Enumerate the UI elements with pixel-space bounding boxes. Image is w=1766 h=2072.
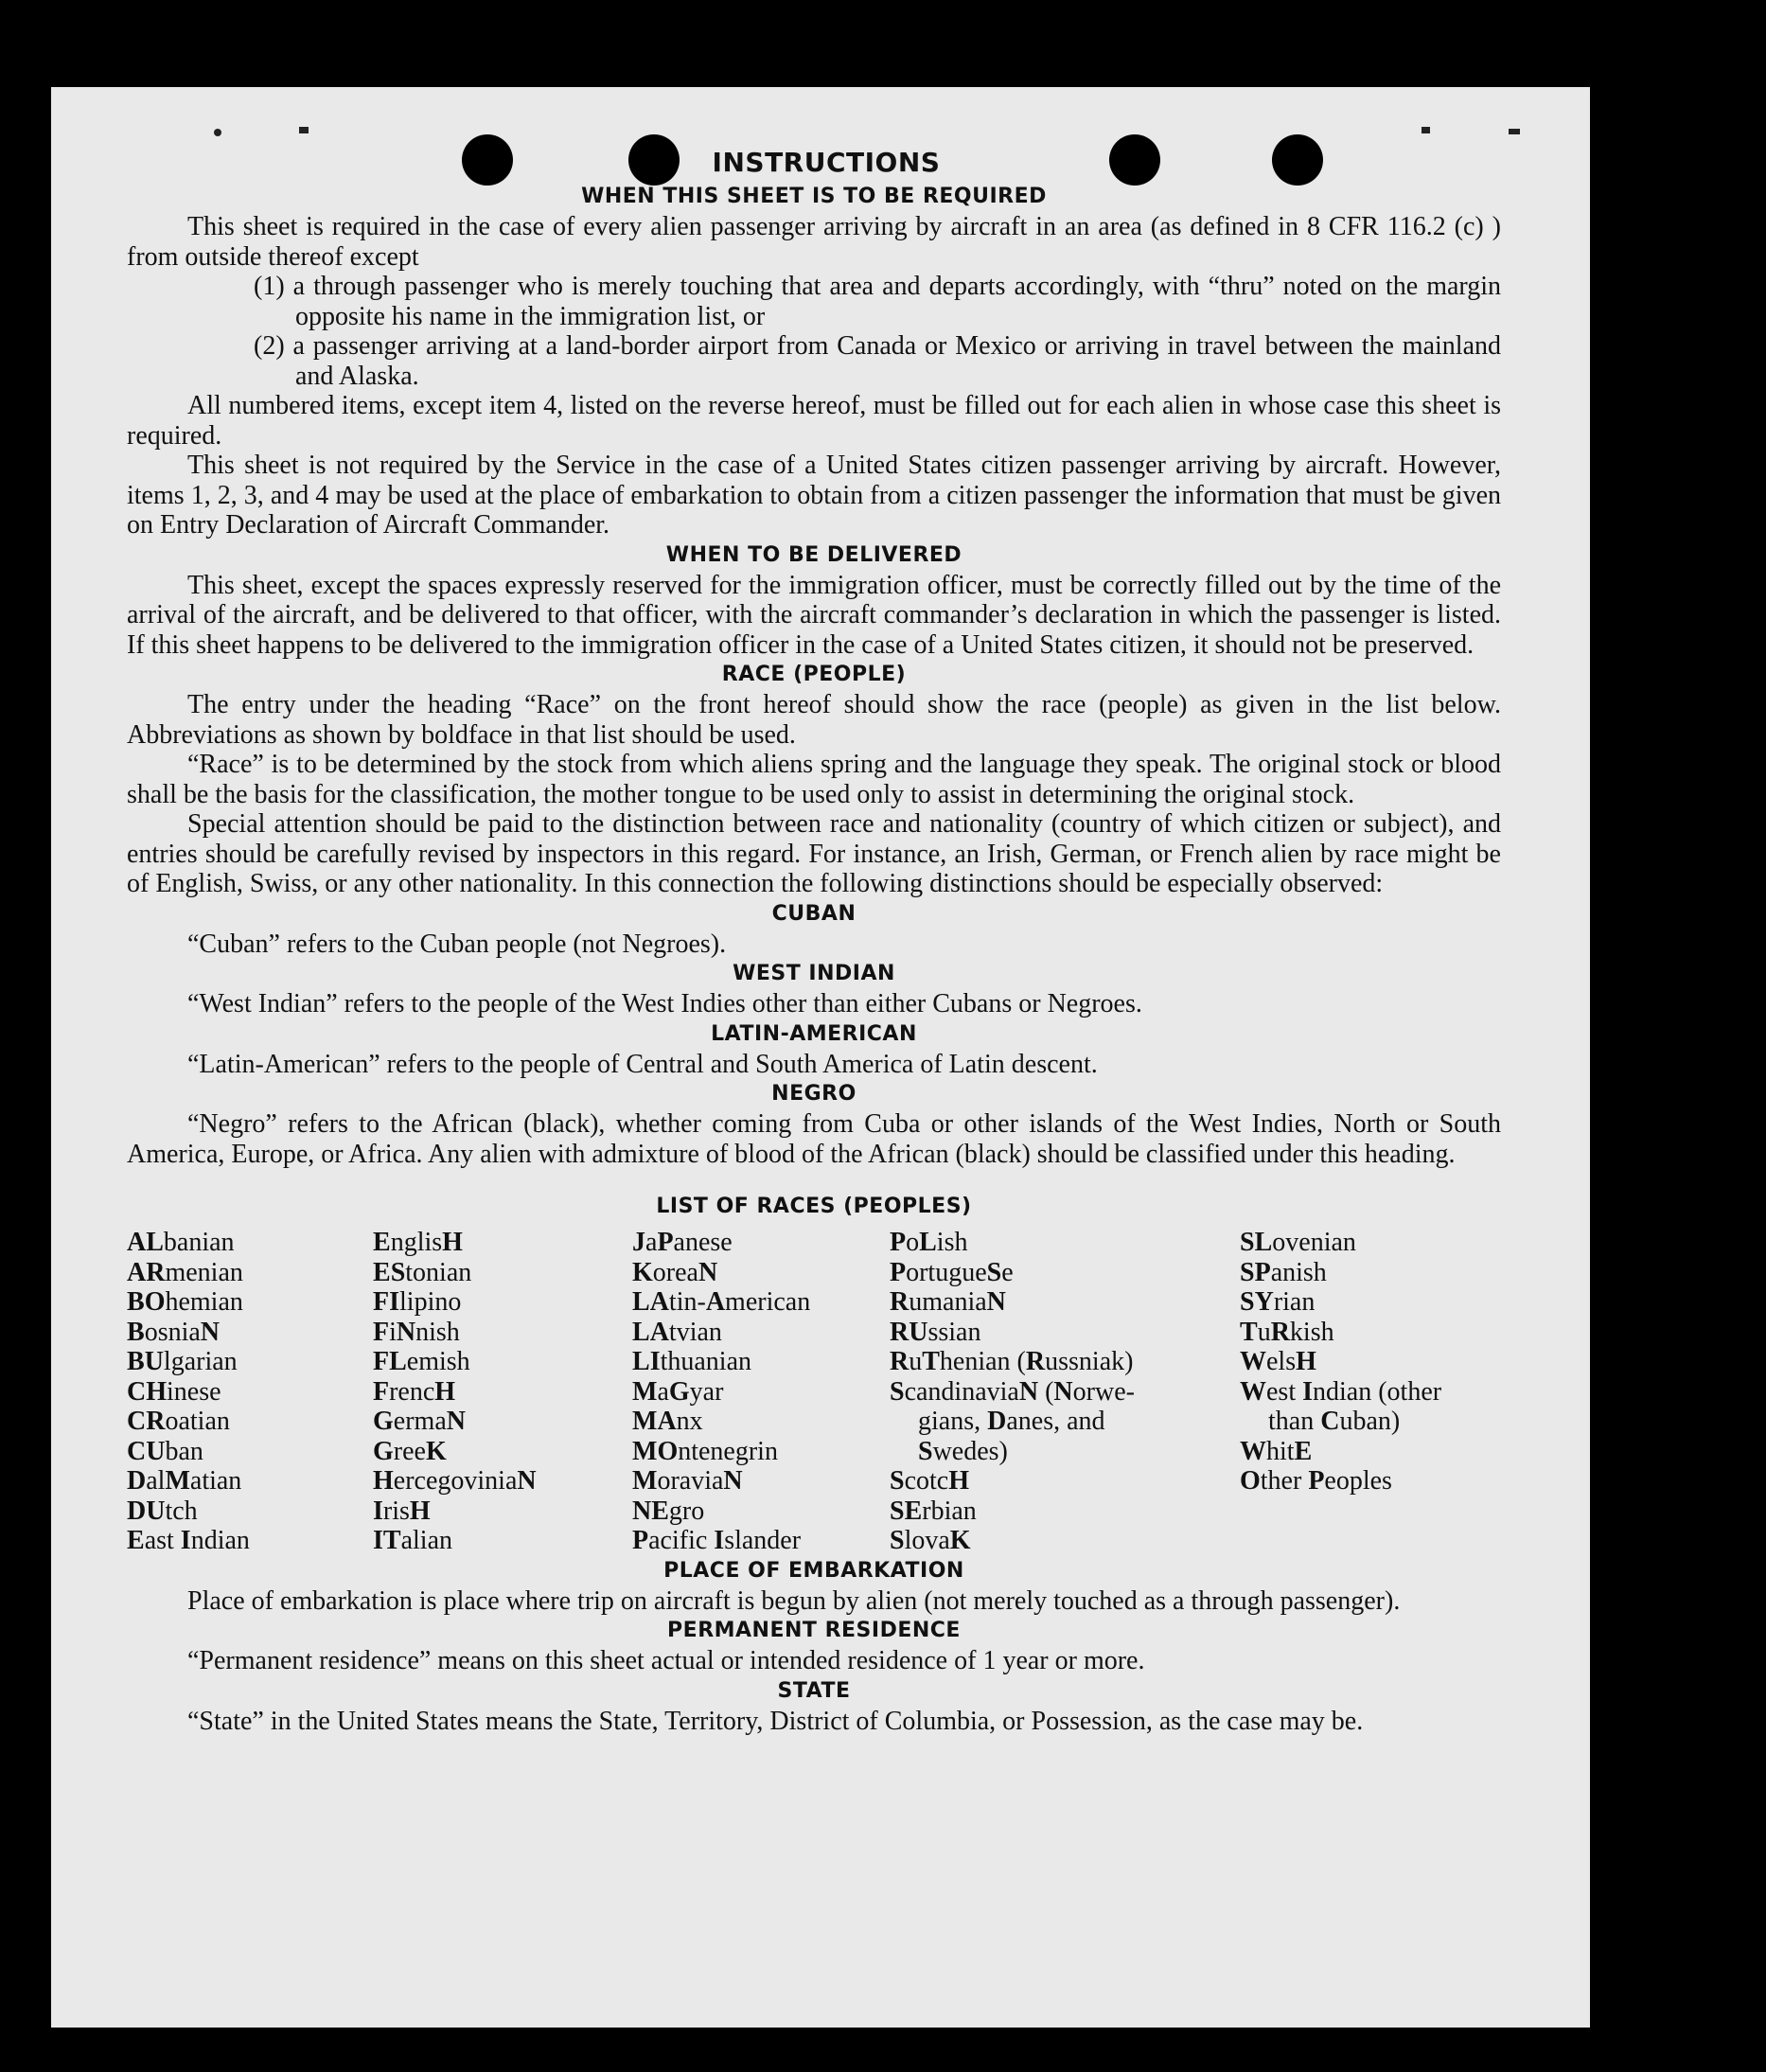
race-entry: FiNnish <box>373 1317 460 1347</box>
section-heading: WHEN TO BE DELIVERED <box>665 542 962 567</box>
race-entry: ScandinaviaN (Norwe- <box>890 1376 1135 1407</box>
race-entry: WelsH <box>1240 1347 1316 1376</box>
race-entry: IrisH <box>373 1496 431 1526</box>
race-entry: ARmenian <box>127 1257 243 1287</box>
paragraph: “Cuban” refers to the Cuban people (not Negroes). <box>187 929 727 959</box>
race-entry: CHinese <box>127 1376 221 1407</box>
race-entry: than Cuban) <box>1268 1407 1401 1436</box>
race-entry: WhitE <box>1240 1436 1313 1466</box>
race-entry: TuRkish <box>1240 1317 1334 1347</box>
paragraph: “State” in the United States means the State, Territory, District of Columbia, or Possession, as the case may be. <box>187 1706 1364 1736</box>
section-heading: NEGRO <box>771 1082 857 1106</box>
race-entry: JaPanese <box>632 1228 733 1257</box>
race-entry: HercegoviniaN <box>373 1466 537 1496</box>
paragraph: “West Indian” refers to the people of the West Indies other than either Cubans or Negroes. <box>187 989 1142 1018</box>
races-column <box>890 1228 1240 1556</box>
document-sheet <box>51 87 1590 2028</box>
race-entry: SLovenian <box>1240 1228 1356 1257</box>
race-entry: Other Peoples <box>1240 1466 1392 1496</box>
section-heading: PLACE OF EMBARKATION <box>663 1558 964 1583</box>
race-entry: MOntenegrin <box>632 1436 778 1466</box>
instructions-text <box>127 144 1501 1736</box>
section-heading: PERMANENT RESIDENCE <box>667 1619 961 1642</box>
races-column <box>127 1228 373 1556</box>
race-entry: EStonian <box>373 1257 472 1287</box>
race-entry: East Indian <box>127 1526 250 1555</box>
list-item: (1) a through passenger who is merely touching that area and departs accordingly, with “thru” noted on the margin opposite his name in the immigration list, or <box>254 272 1501 331</box>
race-entry: ALbanian <box>127 1228 235 1257</box>
section-heading: LATIN-AMERICAN <box>711 1021 917 1046</box>
race-entry: ITalian <box>373 1526 453 1555</box>
races-column <box>373 1228 632 1556</box>
race-entry: RumaniaN <box>890 1287 1006 1317</box>
races-list <box>127 1228 1501 1556</box>
race-entry: LAtvian <box>632 1317 722 1347</box>
race-entry: BosniaN <box>127 1317 221 1347</box>
races-column <box>632 1228 890 1556</box>
paragraph: “Latin-American” refers to the people of Central and South America of Latin descent. <box>187 1049 1098 1079</box>
race-entry: GreeK <box>373 1436 447 1466</box>
paragraph: “Negro” refers to the African (black), whether coming from Cuba or other islands of the West Indies, North or South America, Europe, or Africa. Any alien with admixture of blood of the African (black) should be classified under this heading. <box>127 1109 1501 1169</box>
race-entry: PoLish <box>890 1228 968 1257</box>
race-entry: LAtin-American <box>632 1287 811 1317</box>
race-entry: GermaN <box>373 1407 466 1436</box>
race-entry: CRoatian <box>127 1407 230 1436</box>
race-entry: SlovaK <box>890 1526 971 1555</box>
race-entry: ScotcH <box>890 1466 969 1496</box>
race-entry: BOhemian <box>127 1287 243 1317</box>
race-entry: DUtch <box>127 1496 198 1526</box>
race-entry: KoreaN <box>632 1257 718 1287</box>
race-entry: BUlgarian <box>127 1347 238 1376</box>
race-entry: gians, Danes, and <box>918 1407 1105 1436</box>
race-entry: SPanish <box>1240 1257 1327 1287</box>
page-title: INSTRUCTIONS <box>712 147 941 178</box>
section-heading: RACE (PEOPLE) <box>721 663 907 686</box>
race-entry: Pacific Islander <box>632 1526 802 1555</box>
speck <box>214 129 221 136</box>
race-entry: SErbian <box>890 1496 977 1526</box>
section-heading: WHEN THIS SHEET IS TO BE REQUIRED <box>581 185 1047 208</box>
race-entry: West Indian (other <box>1240 1376 1442 1407</box>
section-heading: WEST INDIAN <box>733 962 895 985</box>
race-entry: CUban <box>127 1436 203 1466</box>
race-entry: FLemish <box>373 1347 470 1376</box>
paragraph: This sheet, except the spaces expressly reserved for the immigration officer, must be correctly filled out by the time of the arrival of the aircraft, and be delivered to that officer, with the aircraft commander’s declaration in which the passenger is listed. If this sheet happens to be delivered to the immigration officer in the case of a United States citizen, it should not be preserved. <box>127 570 1501 660</box>
race-entry: RUssian <box>890 1317 981 1347</box>
speck <box>1509 129 1520 134</box>
section-heading: LIST OF RACES (PEOPLES) <box>656 1195 972 1218</box>
race-entry: LIthuanian <box>632 1347 752 1376</box>
paragraph: All numbered items, except item 4, listed on the reverse hereof, must be filled out for each alien in whose case this sheet is required. <box>127 391 1501 451</box>
race-entry: EnglisH <box>373 1228 463 1257</box>
race-entry: NEgro <box>632 1496 705 1526</box>
section-heading: STATE <box>777 1678 851 1703</box>
paragraph: “Race” is to be determined by the stock from which aliens spring and the language they speak. The original stock or blood shall be the basis for the classification, the mother tongue to be used only to assist in determining the original stock. <box>127 750 1501 809</box>
race-entry: RuThenian (Russniak) <box>890 1347 1134 1376</box>
speck <box>299 127 309 133</box>
race-entry: FIlipino <box>373 1287 462 1317</box>
paragraph: Place of embarkation is place where trip on aircraft is begun by alien (not merely touched as a through passenger). <box>187 1585 1401 1616</box>
race-entry: MoraviaN <box>632 1466 743 1496</box>
paragraph: The entry under the heading “Race” on the front hereof should show the race (people) as given in the list below. Abbreviations as shown by boldface in that list should be used. <box>127 690 1501 750</box>
race-entry: Swedes) <box>918 1436 1008 1466</box>
paragraph: This sheet is required in the case of every alien passenger arriving by aircraft in an area (as defined in 8 CFR 116.2 (c) ) from outside thereof except <box>127 212 1501 272</box>
speck <box>1422 127 1430 133</box>
race-entry: PortugueSe <box>890 1257 1014 1287</box>
paragraph: “Permanent residence” means on this sheet actual or intended residence of 1 year or more. <box>187 1646 1145 1675</box>
race-entry: DalMatian <box>127 1466 242 1496</box>
section-heading: CUBAN <box>771 901 857 926</box>
race-entry: FrencH <box>373 1376 456 1407</box>
list-item: (2) a passenger arriving at a land-border airport from Canada or Mexico or arriving in travel between the mainland and Alaska. <box>254 331 1501 391</box>
races-column <box>1240 1228 1501 1556</box>
race-entry: SYrian <box>1240 1287 1316 1317</box>
paragraph: This sheet is not required by the Service in the case of a United States citizen passenger arriving by aircraft. However, items 1, 2, 3, and 4 may be used at the place of embarkation to obtain from a citizen passenger the information that must be given on Entry Declaration of Aircraft Commander. <box>127 451 1501 540</box>
race-entry: MAnx <box>632 1407 703 1436</box>
paragraph: Special attention should be paid to the distinction between race and nationality (country of which citizen or subject), and entries should be carefully revised by inspectors in this regard. For instance, an Irish, German, or French alien by race might be of English, Swiss, or any other nationality. In this connection the following distinctions should be especially observed: <box>127 809 1501 898</box>
race-entry: MaGyar <box>632 1376 724 1407</box>
